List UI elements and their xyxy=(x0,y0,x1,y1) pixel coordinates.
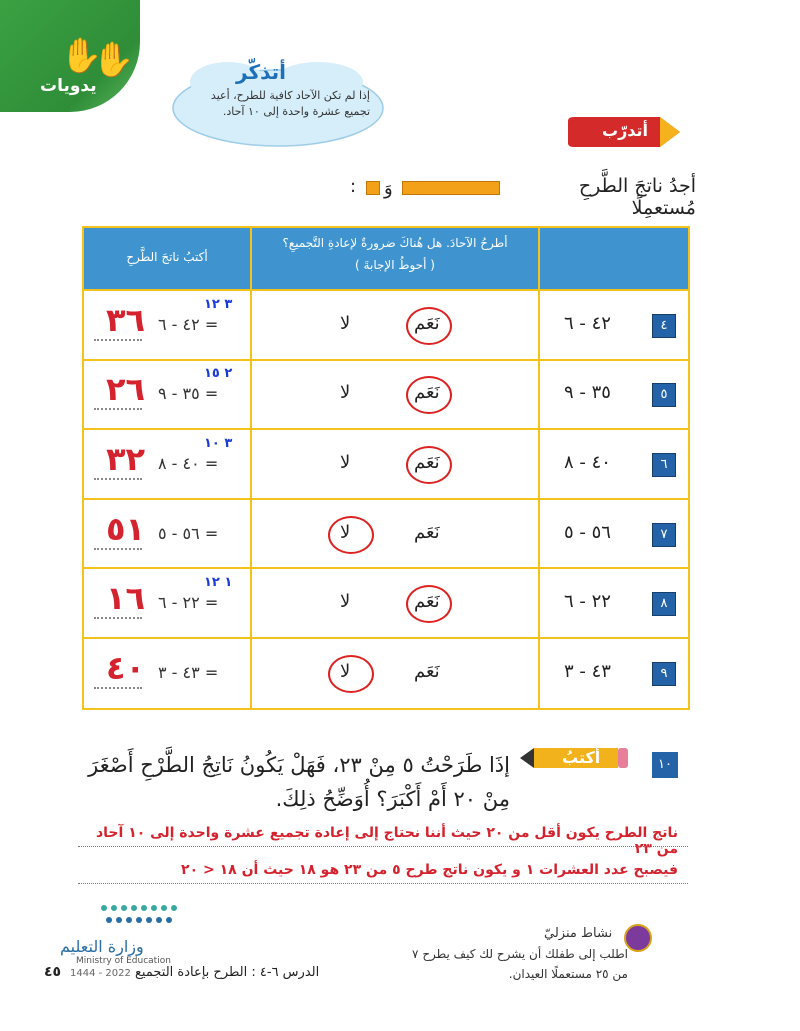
answer-circle xyxy=(406,446,452,484)
ten-rod-icon xyxy=(402,181,500,195)
exercise-problem: ٣٥ - ٩ xyxy=(564,382,611,404)
option-no: لا xyxy=(340,382,351,404)
result-work: ٤٠ - ٨ = xyxy=(158,454,219,473)
regroup-marks: ٣ ١٢ xyxy=(204,296,233,312)
answer-circle xyxy=(406,307,452,345)
result-answer: ٢٦ xyxy=(106,370,146,409)
header-problem xyxy=(540,228,688,290)
answer-circle xyxy=(328,516,374,554)
row-divider xyxy=(84,428,688,430)
header-divider xyxy=(84,289,688,291)
result-dotted-line xyxy=(94,339,142,341)
header-regroup-line2: ( أحوطُ الإجابةَ ) xyxy=(355,258,435,272)
home-activity-text: اطلب إلى طفلك أن يشرح لك كيف يطرح ٧ من ٢٥ مستعملًا العيدان. xyxy=(412,947,628,981)
exercise-number: ٦ xyxy=(652,453,676,477)
exercise-number: ٤ xyxy=(652,314,676,338)
option-no: لا xyxy=(340,660,351,682)
answer-circle xyxy=(406,585,452,623)
answer-circle xyxy=(406,376,452,414)
option-no: لا xyxy=(340,452,351,473)
result-answer: ٤٠ xyxy=(106,648,146,687)
row-divider xyxy=(84,567,688,569)
result-work: ٤٢ - ٦ = xyxy=(158,314,219,334)
subtraction-table xyxy=(82,226,690,710)
header-result-label: أكتبُ ناتجَ الطَّرحِ xyxy=(126,250,208,264)
result-work: ٢٢ - ٦ = xyxy=(158,593,219,613)
result-answer: ٣٢ xyxy=(106,440,146,478)
result-work: ٥٦ - ٥ = xyxy=(158,523,219,543)
write-label: أكتبُ xyxy=(562,748,601,767)
result-answer: ١٦ xyxy=(106,579,146,618)
question-number: ١٠ xyxy=(652,752,678,778)
option-yes: نَعَم xyxy=(414,660,440,682)
answer-dotted-line xyxy=(78,846,688,847)
exercise-problem: ٤٣ - ٣ xyxy=(564,660,611,682)
result-dotted-line xyxy=(94,548,142,550)
header-regroup-line1: أطرحُ الآحادَ. هل هُناكَ ضرورةٌ لإعادةِ التَّجميعِ؟ xyxy=(282,236,508,250)
row-divider xyxy=(84,498,688,500)
lesson-label: الدرس ٦-٤ : الطرح بإعادة التجميع xyxy=(135,965,320,980)
lesson-year: 2022 - 1444 xyxy=(70,968,131,979)
result-answer: ٣٦ xyxy=(106,300,146,339)
reminder-title: أتذكّر xyxy=(236,60,286,84)
question-10-text: إذَا طَرَحْتُ ٥ مِنْ ٢٣، فَهَلْ يَكُونُ نَاتِجُ الطَّرْحِ أَصْغَرَ مِنْ ٢٠ أَمْ أَكْبَرَ؟ أُوَضِّحُ ذلِكَ. xyxy=(88,753,510,811)
header-regroup xyxy=(252,228,540,290)
instruction-colon: : xyxy=(350,176,357,197)
hand-icon: ✋ xyxy=(60,36,103,76)
option-yes: نَعَم xyxy=(414,382,440,404)
lesson-title xyxy=(70,965,319,980)
row-divider xyxy=(84,359,688,361)
option-yes: نَعَم xyxy=(414,591,440,613)
hand-icon: ✋ xyxy=(92,40,135,80)
result-dotted-line xyxy=(94,687,142,689)
regroup-marks: ١ ١٢ xyxy=(204,575,233,591)
home-activity-icon xyxy=(624,924,652,952)
exercise-problem: ٤٢ - ٦ xyxy=(564,312,611,334)
exercise-problem: ٥٦ - ٥ xyxy=(564,521,611,543)
result-dotted-line xyxy=(94,408,142,410)
result-dotted-line xyxy=(94,617,142,619)
answer-line-2: فيصبح عدد العشرات ١ و يكون ناتج طرح ٥ من ٢٣ هو ١٨ حيث أن ١٨ < ٢٠ xyxy=(181,862,678,878)
option-no: لا xyxy=(340,591,351,613)
instruction-text: أجدُ ناتجَ الطَّرحِ مُستعمِلًا xyxy=(578,175,696,219)
instruction-and: وَ xyxy=(384,178,393,199)
header-result xyxy=(84,228,252,290)
option-yes: نَعَم xyxy=(414,521,440,543)
result-work: ٣٥ - ٩ = xyxy=(158,384,219,404)
exercise-problem: ٤٠ - ٨ xyxy=(564,452,611,473)
exercise-number: ٧ xyxy=(652,523,676,547)
corner-label: يدويات xyxy=(40,76,97,96)
exercise-problem: ٢٢ - ٦ xyxy=(564,591,611,613)
answer-dotted-line xyxy=(78,883,688,884)
ministry-logo-icon xyxy=(98,900,188,932)
unit-cube-icon xyxy=(366,181,380,195)
practice-label: أتدرّب xyxy=(601,121,649,140)
regroup-marks: ٣ ١٠ xyxy=(204,436,233,451)
option-yes: نَعَم xyxy=(414,312,440,334)
home-activity-title: نشاط منزليّ xyxy=(544,926,613,941)
ministry-name-english: Ministry of Education xyxy=(76,956,171,966)
result-dotted-line xyxy=(94,478,142,480)
option-yes: نَعَم xyxy=(414,452,440,473)
answer-line-1: ناتج الطرح يكون أقل من ٢٠ حيث أننا نحتاج إلى إعادة تجميع عشرة واحدة إلى ١٠ آحاد من ٢٣ xyxy=(95,825,678,857)
exercise-number: ٨ xyxy=(652,592,676,616)
reminder-text: إذا لم تكن الآحاد كافية للطرح، أعيد تجميع عشرة واحدة إلى ١٠ آحاد. xyxy=(210,89,370,118)
answer-circle xyxy=(328,655,374,693)
ministry-name-arabic: وزارة التعليم xyxy=(60,937,144,956)
page-number: ٤٥ xyxy=(44,964,62,980)
exercise-number: ٥ xyxy=(652,383,676,407)
option-no: لا xyxy=(340,312,351,334)
regroup-marks: ٢ ١٥ xyxy=(204,366,233,382)
option-no: لا xyxy=(340,521,351,543)
row-divider xyxy=(84,637,688,639)
exercise-number: ٩ xyxy=(652,662,676,686)
result-work: ٤٣ - ٣ = xyxy=(158,662,219,682)
result-answer: ٥١ xyxy=(106,509,146,548)
